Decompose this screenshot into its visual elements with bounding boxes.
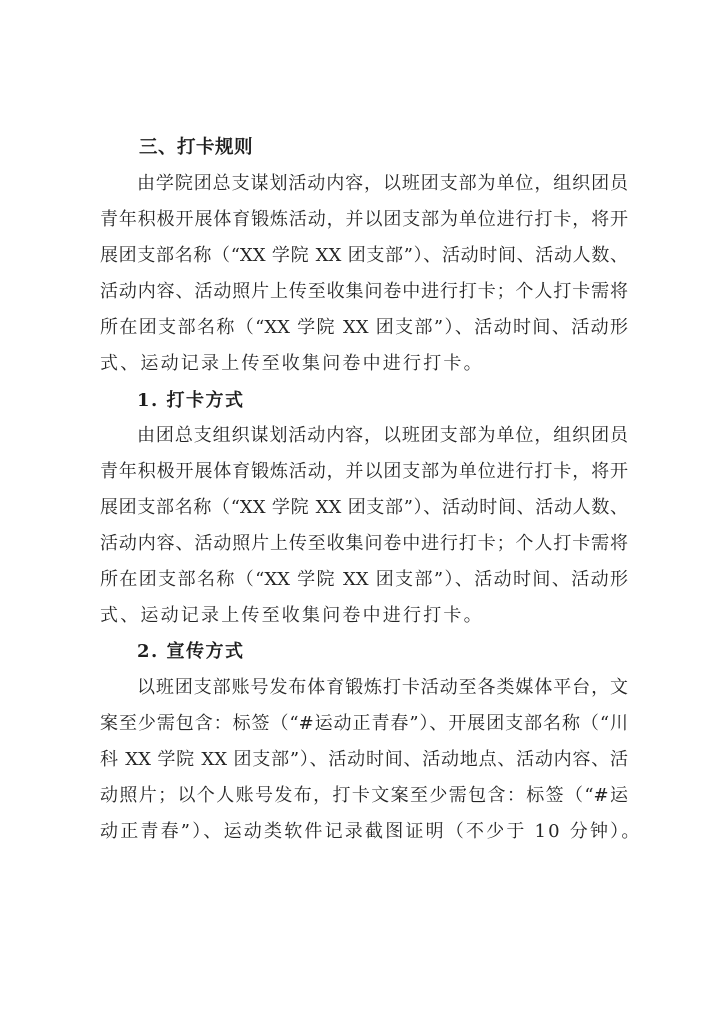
- subsection-2-line-5: 动正青春”）、运动类软件记录截图证明（不少于 10 分钟）。: [100, 821, 642, 842]
- intro-line-1: 由学院团总支谋划活动内容，以班团支部为单位，组织团员: [137, 173, 628, 194]
- subsection-1-line-1: 由团总支组织谋划活动内容，以班团支部为单位，组织团员: [137, 425, 628, 446]
- subsection-1-line-4: 活动内容、活动照片上传至收集问卷中进行打卡；个人打卡需将: [100, 533, 628, 554]
- section-heading: 三、打卡规则: [139, 137, 254, 158]
- subsection-1-line-5: 所在团支部名称（“XX 学院 XX 团支部”）、活动时间、活动形: [100, 569, 628, 590]
- subsection-2-line-4: 动照片；以个人账号发布，打卡文案至少需包含：标签（“#运: [100, 785, 628, 806]
- intro-line-4: 活动内容、活动照片上传至收集问卷中进行打卡；个人打卡需将: [100, 281, 628, 302]
- subsection-2-line-2: 案至少需包含：标签（“#运动正青春”）、开展团支部名称（“川: [100, 713, 628, 734]
- subsection-2-line-3: 科 XX 学院 XX 团支部”）、活动时间、活动地点、活动内容、活: [100, 749, 628, 770]
- intro-line-6: 式、运动记录上传至收集问卷中进行打卡。: [100, 353, 484, 374]
- intro-line-2: 青年积极开展体育锻炼活动，并以团支部为单位进行打卡，将开: [100, 209, 628, 230]
- subsection-2-line-1: 以班团支部账号发布体育锻炼打卡活动至各类媒体平台，文: [137, 677, 628, 698]
- intro-line-5: 所在团支部名称（“XX 学院 XX 团支部”）、活动时间、活动形: [100, 317, 628, 338]
- subsection-1-title: 1. 打卡方式: [137, 390, 245, 411]
- subsection-2-title: 2. 宣传方式: [137, 641, 245, 662]
- intro-line-3: 展团支部名称（“XX 学院 XX 团支部”）、活动时间、活动人数、: [100, 245, 628, 266]
- subsection-1-line-6: 式、运动记录上传至收集问卷中进行打卡。: [100, 605, 484, 626]
- subsection-1-line-3: 展团支部名称（“XX 学院 XX 团支部”）、活动时间、活动人数、: [100, 497, 628, 518]
- subsection-1-line-2: 青年积极开展体育锻炼活动，并以团支部为单位进行打卡，将开: [100, 461, 628, 482]
